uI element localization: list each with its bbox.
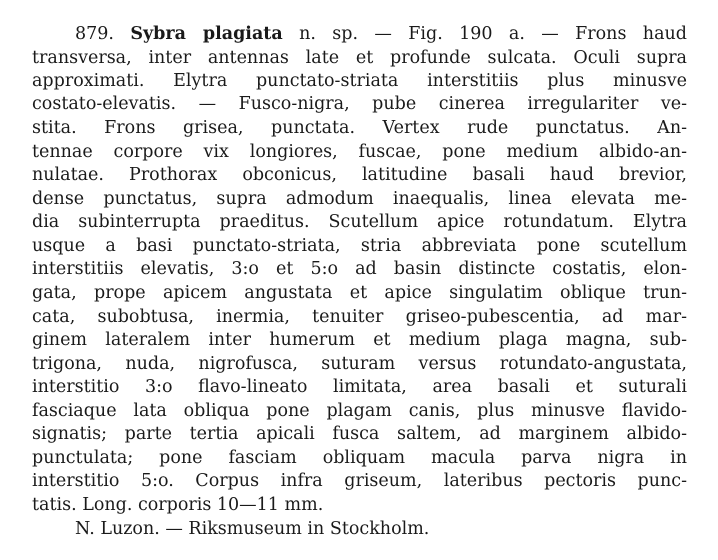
locality-line: N. Luzon. — Riksmuseum in Stockholm. (75, 519, 430, 539)
text-line: tennae corpore vix longiores, fuscae, pone medium albido-an- (32, 142, 687, 162)
text-line: costato-elevatis. — Fusco-nigra, pube cinerea irregulariter ve- (32, 94, 687, 114)
entry-first-line (75, 22, 687, 46)
species-name: Sybra plagiata (130, 24, 283, 44)
text-line: gata, prope apicem angustata et apice singulatim oblique trun- (32, 283, 687, 303)
text-line: cata, subobtusa, inermia, tenuiter griseo-pubescentia, ad mar- (32, 307, 687, 327)
text-line: ginem lateralem inter humerum et medium plaga magna, sub- (32, 330, 687, 350)
text-line: interstitio 3:o flavo-lineato limitata, area basali et suturali (32, 377, 687, 397)
text-line: stita. Frons grisea, punctata. Vertex rude punctatus. An- (32, 118, 687, 138)
text-line: fasciaque lata obliqua pone plagam canis, plus minusve flavido- (32, 401, 687, 421)
text-line: tatis. Long. corporis 10—11 mm. (32, 495, 324, 515)
text-line: punctulata; pone fasciam obliquam macula parva nigra in (32, 448, 687, 468)
first-line-rest: n. sp. — Fig. 190 a. — Frons haud (299, 24, 687, 44)
text-line: transversa, inter antennas late et profunde sulcata. Oculi supra (32, 48, 687, 68)
entry-number: 879. (75, 24, 114, 44)
text-line: dense punctatus, supra admodum inaequalis, linea elevata me- (32, 189, 687, 209)
text-line: approximati. Elytra punctato-striata interstitiis plus minusve (32, 71, 687, 91)
text-line: interstitiis elevatis, 3:o et 5:o ad basin distincte costatis, elon- (32, 259, 687, 279)
text-line: usque a basi punctato-striata, stria abbreviata pone scutellum (32, 236, 687, 256)
text-line: nulatae. Prothorax obconicus, latitudine basali haud brevior, (32, 165, 687, 185)
text-line: trigona, nuda, nigrofusca, suturam versus rotundato-angustata, (32, 354, 687, 374)
text-line: dia subinterrupta praeditus. Scutellum apice rotundatum. Elytra (32, 212, 687, 232)
text-line: interstitio 5:o. Corpus infra griseum, lateribus pectoris punc- (32, 471, 687, 491)
text-line: signatis; parte tertia apicali fusca saltem, ad marginem albido- (32, 424, 687, 444)
